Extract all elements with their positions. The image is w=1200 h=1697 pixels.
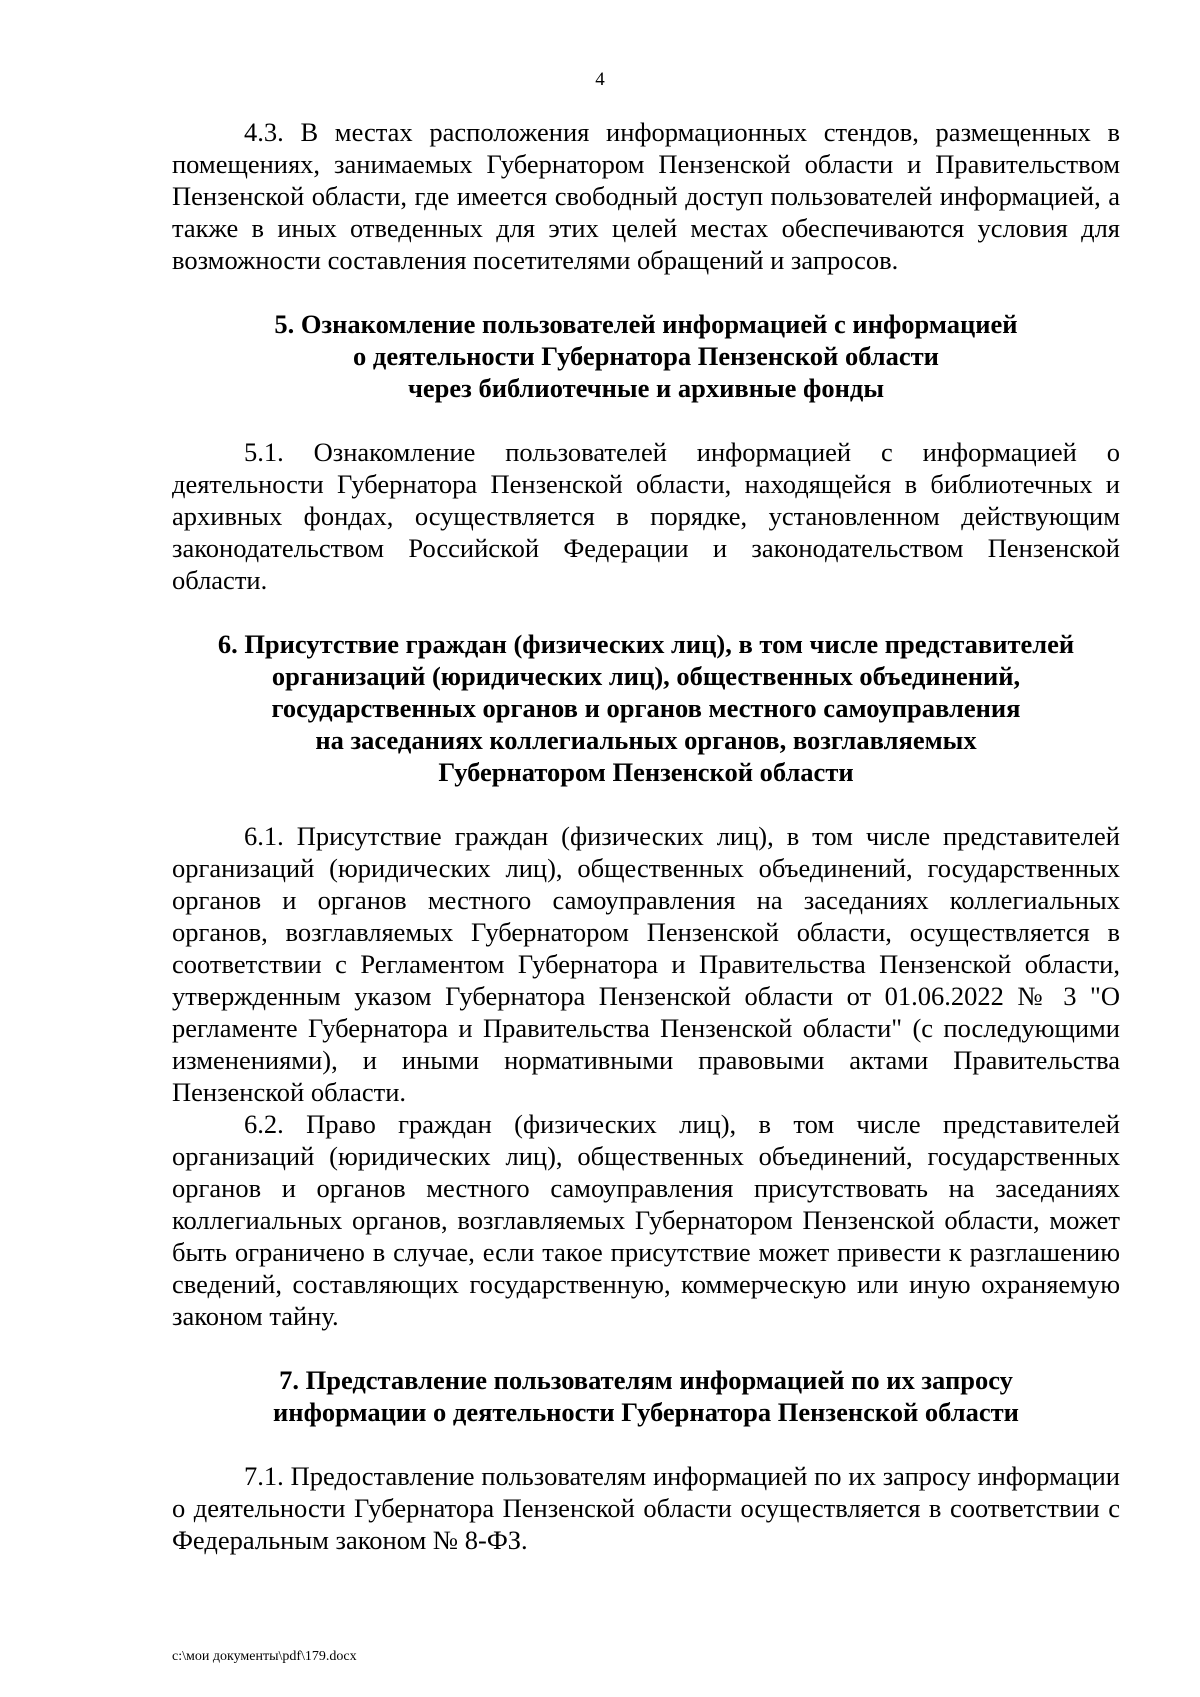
heading-line: 5. Ознакомление пользователей информацией с информацией <box>274 309 1018 339</box>
paragraph-5-1: 5.1. Ознакомление пользователей информацией с информацией о деятельности Губернатора Пензенской области, находящейся в библиотечных и архивных фондах, осуществляется в порядке, установленном действующим законодательством Российской Федерации и законодательством Пензенской области. <box>172 437 1120 595</box>
heading-line: через библиотечные и архивные фонды <box>407 373 885 403</box>
heading-line: организаций (юридических лиц), общественных объединений, <box>271 661 1021 691</box>
heading-line: 7. Представление пользователям информацией по их запросу <box>279 1365 1013 1395</box>
section-7-heading <box>172 1364 1120 1428</box>
page-number: 4 <box>595 69 605 90</box>
heading-line: информации о деятельности Губернатора Пензенской области <box>273 1397 1019 1427</box>
paragraph-4-3: 4.3. В местах расположения информационных стендов, размещенных в помещениях, занимаемых Губернатором Пензенской области и Правительством Пензенской области, где имеется свободный доступ пользователей информацией, а также в иных отведенных для этих целей местах обеспечиваются условия для возможности составления посетителями обращений и запросов. <box>172 117 1120 275</box>
heading-line: на заседаниях коллегиальных органов, возглавляемых <box>315 725 977 755</box>
section-5-heading <box>172 308 1120 404</box>
heading-line: о деятельности Губернатора Пензенской области <box>353 341 939 371</box>
paragraph-6-1: 6.1. Присутствие граждан (физических лиц), в том числе представителей организаций (юридических лиц), общественных объединений, государственных органов и органов местного самоуправления на заседаниях коллегиальных органов, возглавляемых Губернатором Пензенской области, осуществляется в соответствии с Регламентом Губернатора и Правительства Пензенской области, утвержденным указом Губернатора Пензенской области от 01.06.2022 № 3 "О регламенте Губернатора и Правительства Пензенской области" (с последующими изменениями), и иными нормативными правовыми актами Правительства Пензенской области. <box>172 821 1120 1107</box>
paragraph-7-1: 7.1. Предоставление пользователям информацией по их запросу информации о деятельности Губернатора Пензенской области осуществляется в соответствии с Федеральным законом № 8-ФЗ. <box>172 1461 1120 1555</box>
heading-line: Губернатором Пензенской области <box>438 757 854 787</box>
heading-line: государственных органов и органов местного самоуправления <box>271 693 1021 723</box>
document-body <box>172 116 1120 1556</box>
footer-file-path: c:\мои документы\pdf\179.docx <box>172 1649 357 1664</box>
heading-line: 6. Присутствие граждан (физических лиц), в том числе представителей <box>217 629 1075 659</box>
paragraph-6-2: 6.2. Право граждан (физических лиц), в том числе представителей организаций (юридических лиц), общественных объединений, государственных органов и органов местного самоуправления присутствовать на заседаниях коллегиальных органов, возглавляемых Губернатором Пензенской области, может быть ограничено в случае, если такое присутствие может привести к разглашению сведений, составляющих государственную, коммерческую или иную охраняемую законом тайну. <box>172 1109 1120 1331</box>
section-6-heading <box>172 628 1120 788</box>
